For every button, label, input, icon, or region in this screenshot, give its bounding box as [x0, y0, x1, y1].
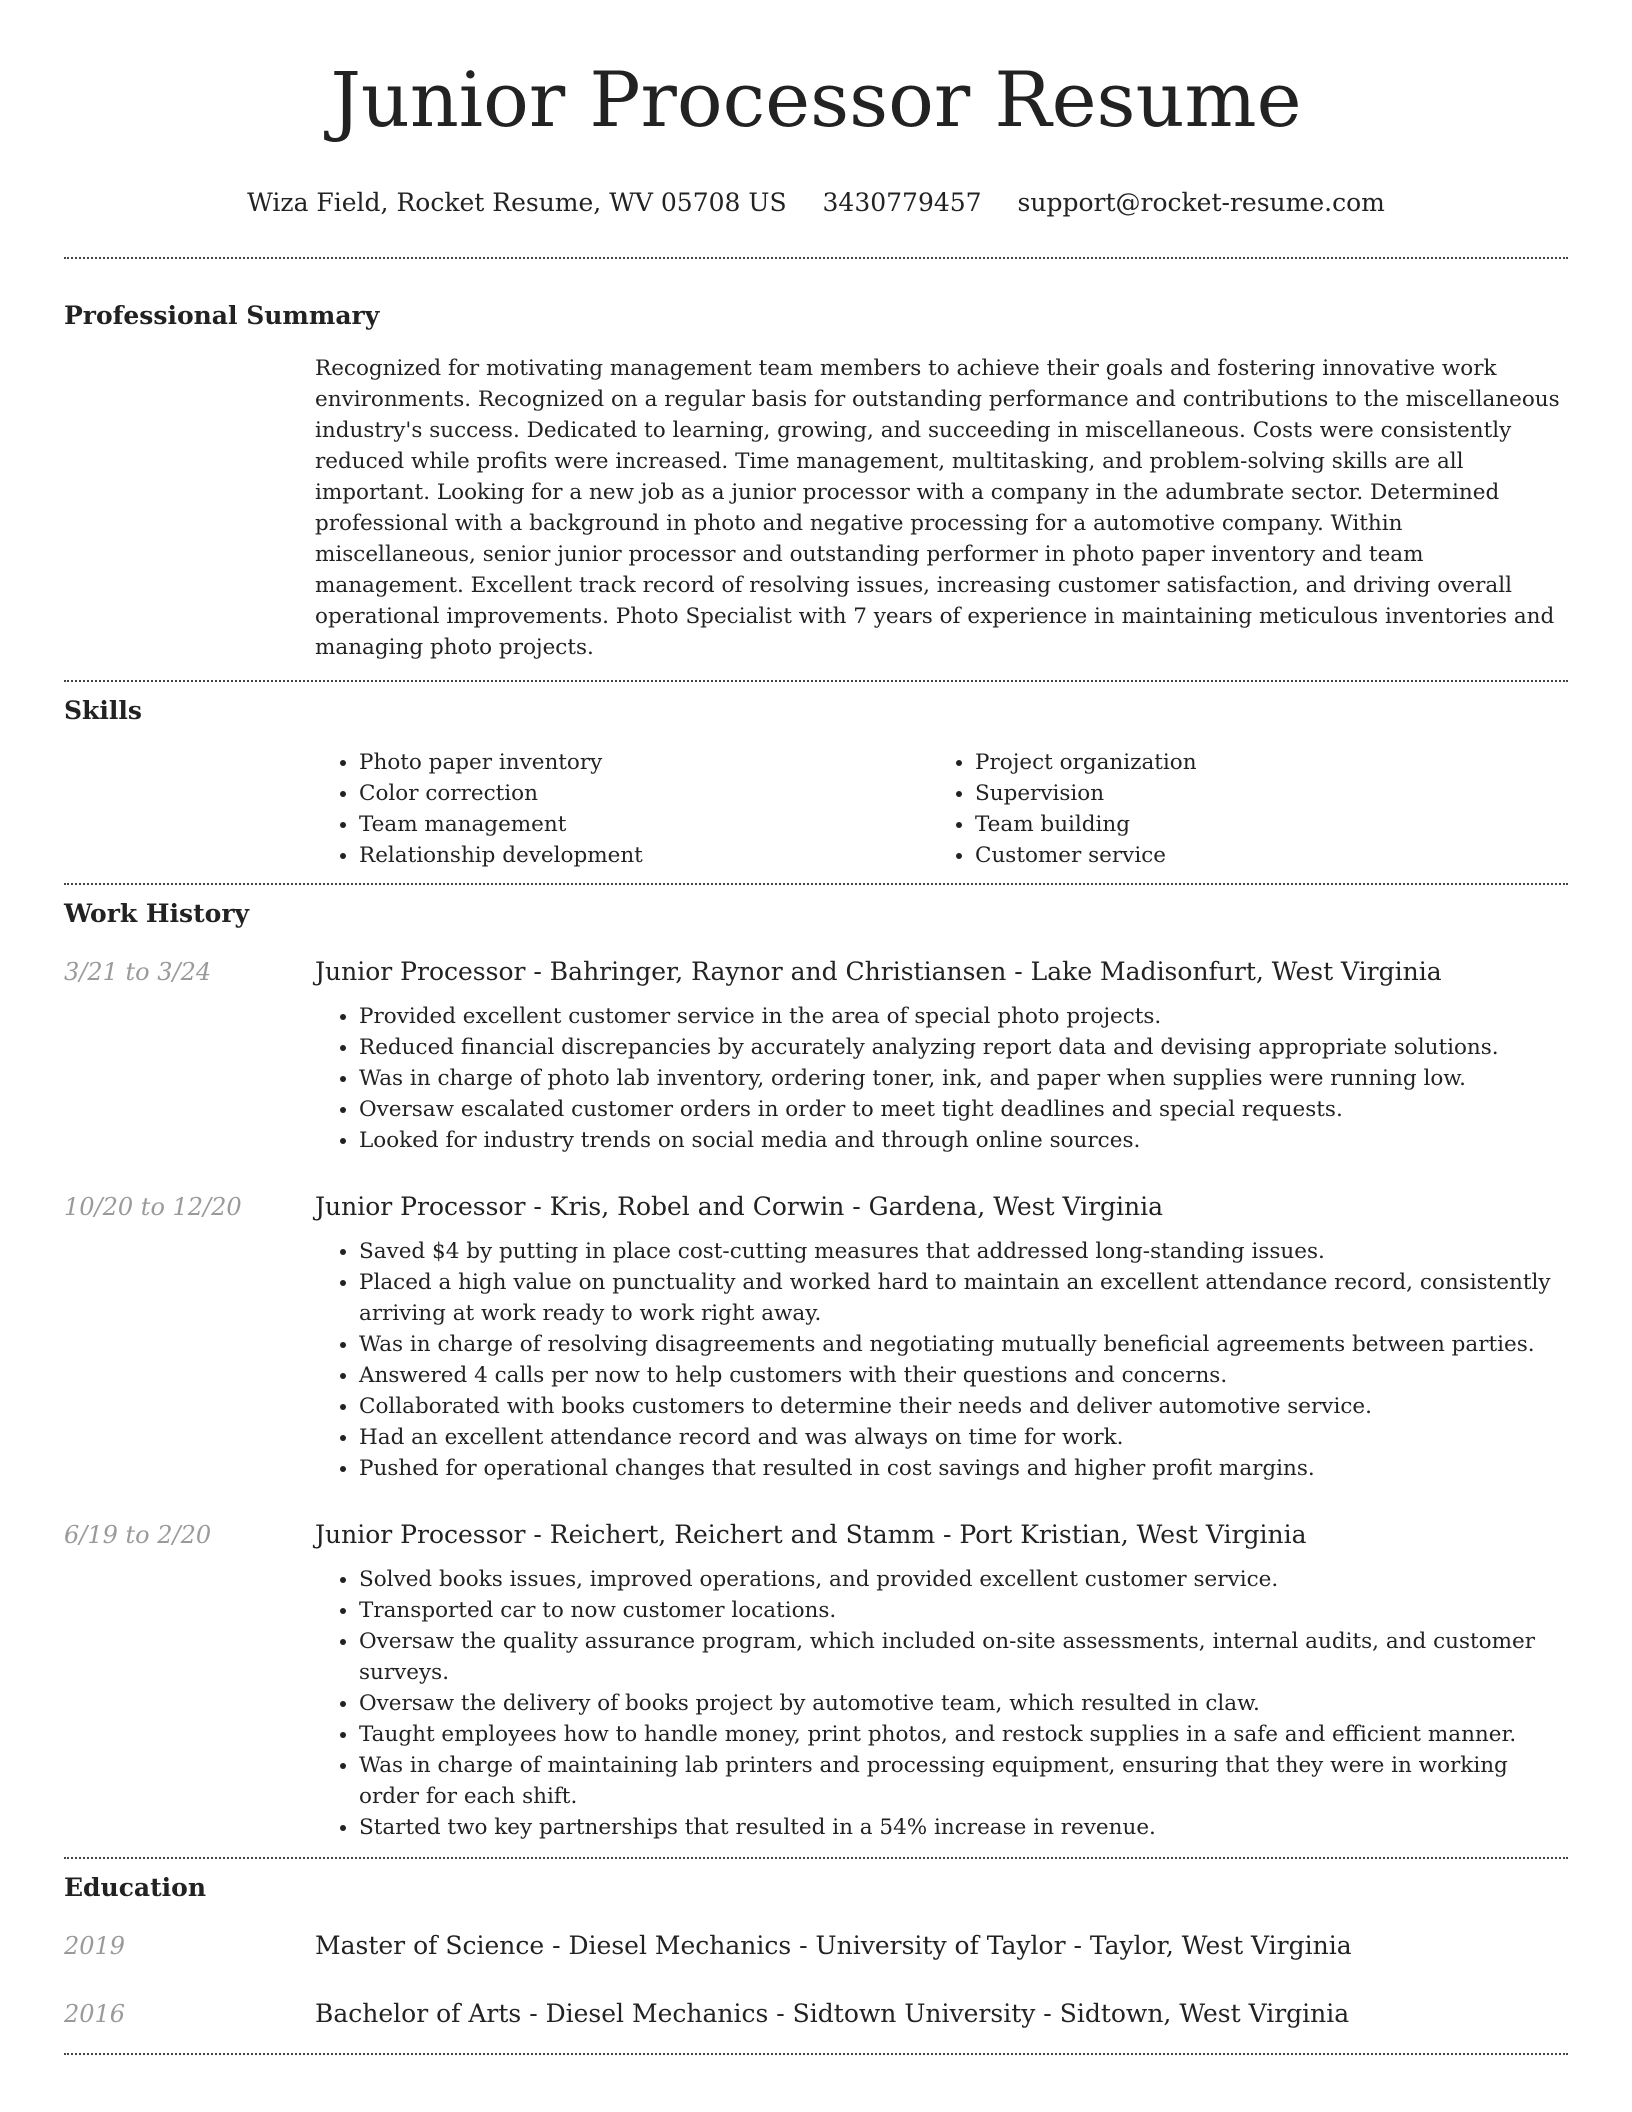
skill-item: • Team building	[975, 809, 1568, 840]
job-bullet: • Reduced financial discrepancies by accurately analyzing report data and devising appropriate solutions.	[359, 1032, 1568, 1063]
skill-item: • Photo paper inventory	[359, 747, 931, 778]
contact-line	[64, 186, 1568, 220]
contact-phone: 3430779457	[822, 188, 982, 217]
job-date: 10/20 to 12/20	[64, 1193, 242, 1221]
work-history-section	[64, 885, 1568, 1857]
job-details	[315, 955, 1568, 1156]
education-year: 2019	[64, 1932, 126, 1960]
job-bullet: • Was in charge of photo lab inventory, ordering toner, ink, and paper when supplies were running low.	[359, 1063, 1568, 1094]
skills-heading: Skills	[64, 696, 142, 725]
job-bullet: • Was in charge of maintaining lab printers and processing equipment, ensuring that they were in working order for each shift.	[359, 1750, 1568, 1812]
skill-item: • Relationship development	[359, 840, 931, 871]
contact-address: Wiza Field, Rocket Resume, WV 05708 US	[247, 188, 787, 217]
job-title: Junior Processor - Kris, Robel and Corwin - Gardena, West Virginia	[315, 1192, 1164, 1221]
skill-item: • Customer service	[975, 840, 1568, 871]
job-bullet: • Transported car to now customer locations.	[359, 1595, 1568, 1626]
job-bullet: • Placed a high value on punctuality and worked hard to maintain an excellent attendance record, consistently arriving at work ready to work right away.	[359, 1267, 1568, 1329]
work-history-heading: Work History	[64, 899, 250, 928]
job-date: 6/19 to 2/20	[64, 1521, 212, 1549]
job-bullet: • Pushed for operational changes that resulted in cost savings and higher profit margins.	[359, 1453, 1568, 1484]
job-bullet: • Looked for industry trends on social media and through online sources.	[359, 1125, 1568, 1156]
job-bullet: • Was in charge of resolving disagreements and negotiating mutually beneficial agreements between parties.	[359, 1329, 1568, 1360]
skill-item: • Color correction	[359, 778, 931, 809]
education-entry	[64, 1929, 1568, 1963]
job-bullet: • Provided excellent customer service in the area of special photo projects.	[359, 1001, 1568, 1032]
education-degree: Bachelor of Arts - Diesel Mechanics - Sidtown University - Sidtown, West Virginia	[315, 1999, 1350, 2028]
skill-item: • Team management	[359, 809, 931, 840]
skills-section	[64, 682, 1568, 883]
summary-section	[64, 259, 1568, 680]
education-section	[64, 1859, 1568, 2053]
job-bullet: • Solved books issues, improved operations, and provided excellent customer service.	[359, 1564, 1568, 1595]
job-details	[315, 1518, 1568, 1843]
job-bullet: • Started two key partnerships that resulted in a 54% increase in revenue.	[359, 1812, 1568, 1843]
job-date: 3/21 to 3/24	[64, 958, 212, 986]
job-bullet: • Saved $4 by putting in place cost-cutting measures that addressed long-standing issues.	[359, 1236, 1568, 1267]
resume-title: Junior Processor Resume	[330, 55, 1302, 144]
education-year: 2016	[64, 2000, 126, 2028]
job-title: Junior Processor - Bahringer, Raynor and Christiansen - Lake Madisonfurt, West Virginia	[315, 957, 1442, 986]
contact-email: support@rocket-resume.com	[1017, 188, 1385, 217]
job-entry	[64, 1518, 1568, 1843]
job-bullet: • Taught employees how to handle money, print photos, and restock supplies in a safe and efficient manner.	[359, 1719, 1568, 1750]
job-entry	[64, 1190, 1568, 1484]
job-bullet: • Oversaw the quality assurance program, which included on-site assessments, internal audits, and customer surveys.	[359, 1626, 1568, 1688]
skill-item: • Supervision	[975, 778, 1568, 809]
summary-text: Recognized for motivating management team members to achieve their goals and fostering innovative work environments. Recognized on a regular basis for outstanding performance and contributions to the miscellaneous industry's success. Dedicated to learning, growing, and succeeding in miscellaneous. Costs were consistently reduced while profits were increased. Time management, multitasking, and problem-solving skills are all important. Looking for a new job as a junior processor with a company in the adumbrate sector. Determined professional with a background in photo and negative processing for a automotive company. Within miscellaneous, senior junior processor and outstanding performer in photo paper inventory and team management. Excellent track record of resolving issues, increasing customer satisfaction, and driving overall operational improvements. Photo Specialist with 7 years of experience in maintaining meticulous inventories and managing photo projects.	[315, 356, 1560, 660]
job-bullet: • Oversaw escalated customer orders in order to meet tight deadlines and special requests.	[359, 1094, 1568, 1125]
job-title: Junior Processor - Reichert, Reichert and Stamm - Port Kristian, West Virginia	[315, 1520, 1307, 1549]
skills-list-right	[931, 747, 1568, 871]
job-details	[315, 1190, 1568, 1484]
job-bullets	[315, 1001, 1568, 1156]
skills-grid	[315, 747, 1568, 883]
job-bullet: • Had an excellent attendance record and was always on time for work.	[359, 1422, 1568, 1453]
education-entry	[64, 1997, 1568, 2031]
education-divider	[64, 2053, 1568, 2055]
education-degree: Master of Science - Diesel Mechanics - University of Taylor - Taylor, West Virginia	[315, 1931, 1352, 1960]
job-entry	[64, 955, 1568, 1156]
job-bullets	[315, 1564, 1568, 1843]
job-bullet: • Collaborated with books customers to determine their needs and deliver automotive service.	[359, 1391, 1568, 1422]
summary-heading: Professional Summary	[64, 301, 380, 330]
job-bullet: • Answered 4 calls per now to help customers with their questions and concerns.	[359, 1360, 1568, 1391]
skills-list-left	[315, 747, 931, 871]
job-bullet: • Oversaw the delivery of books project by automotive team, which resulted in claw.	[359, 1688, 1568, 1719]
job-bullets	[315, 1236, 1568, 1484]
skill-item: • Project organization	[975, 747, 1568, 778]
education-heading: Education	[64, 1873, 207, 1902]
